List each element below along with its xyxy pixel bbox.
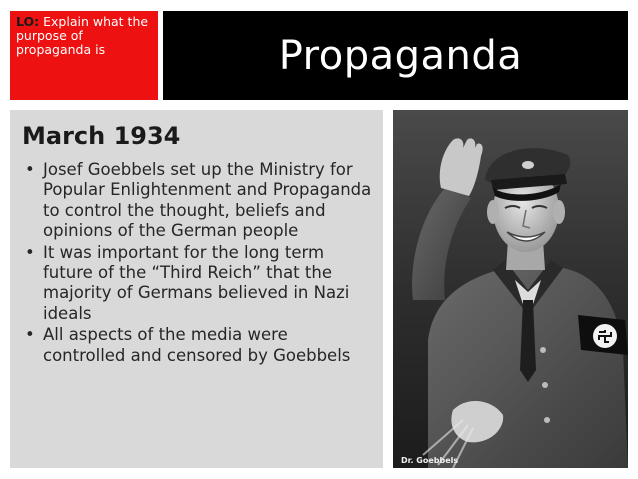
title-box [163,11,628,100]
portrait-photo [393,110,628,468]
slide-title: Propaganda [278,32,523,79]
bullet-icon: • [25,325,35,345]
photo-caption: Dr. Goebbels [401,456,459,465]
portrait-illustration [393,110,628,468]
bullet-text: All aspects of the media were controlled and censored by Goebbels [43,325,351,365]
bullet-icon: • [25,160,35,179]
content-box [10,110,383,468]
bullet-item [22,325,373,366]
bullet-list [22,160,373,366]
bullet-item [22,160,373,242]
bullet-text: It was important for the long term future of the “Third Reich” that the majority of Germans believed in Nazi ideals [43,242,350,323]
content-heading: March 1934 [22,122,181,150]
learning-objective-box [10,11,158,100]
bullet-icon: • [25,242,35,262]
learning-objective-prefix: LO: [16,14,40,29]
bullet-item [22,243,373,325]
bullet-text: Josef Goebbels set up the Ministry for Popular Enlightenment and Propaganda to control the thought, beliefs and opinions of the German people [43,160,372,241]
learning-objective-text: Explain what the purpose of propaganda is [16,14,149,57]
